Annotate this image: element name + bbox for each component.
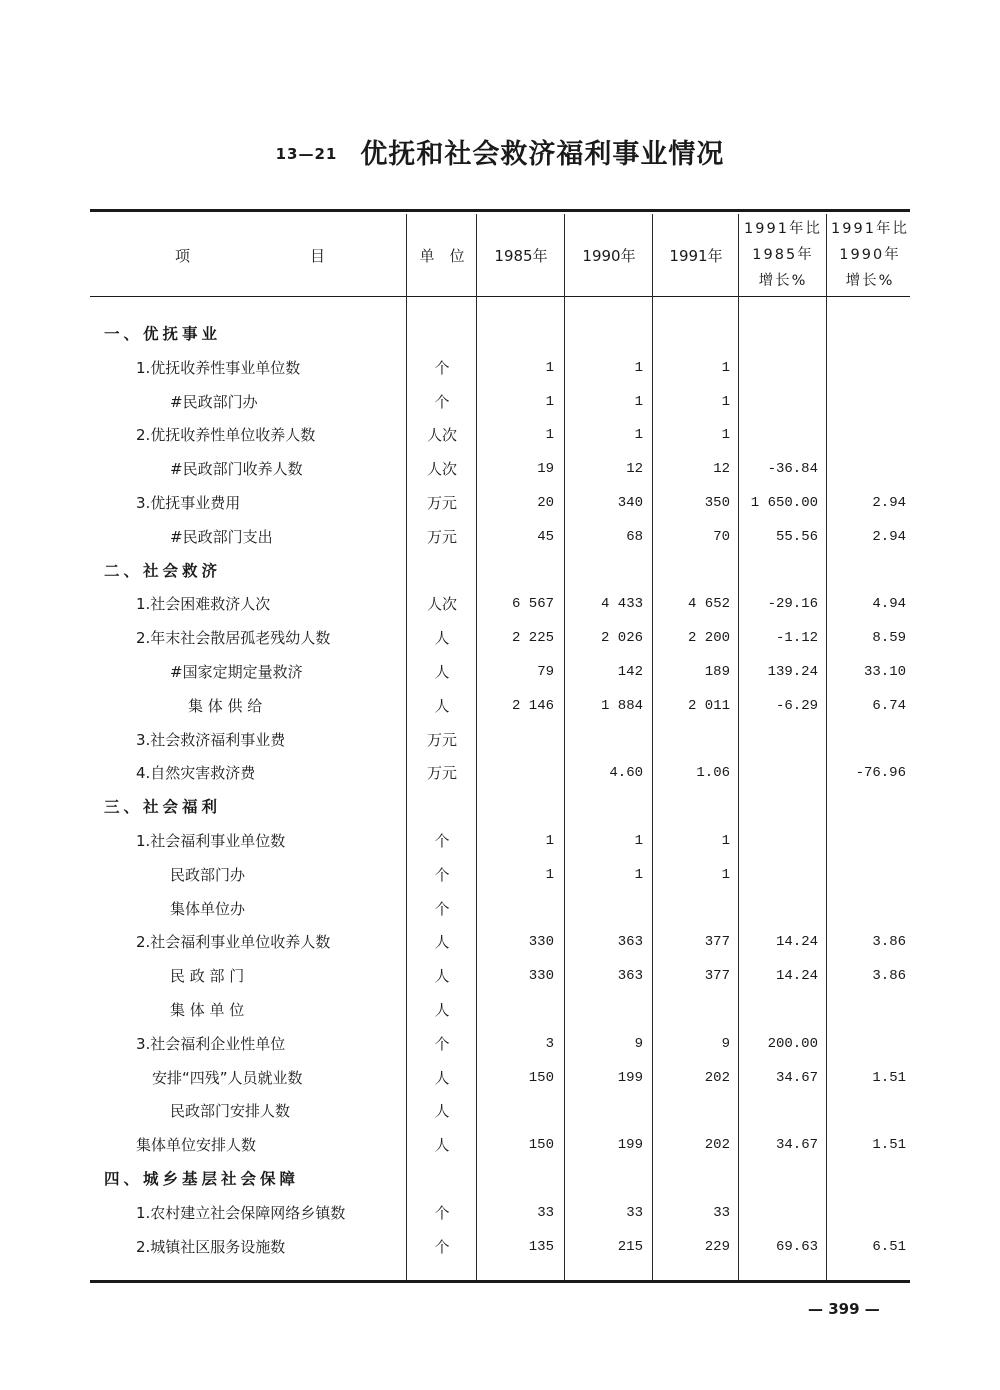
value-1990: [565, 994, 643, 1028]
table-row: [0, 1095, 1000, 1129]
value-1985: 19: [537, 461, 554, 478]
row-unit: 个: [434, 899, 450, 918]
table-row: [0, 1028, 1000, 1062]
value-1985: 20: [537, 494, 554, 511]
value-1991: [652, 791, 730, 825]
growth-vs-1985: 139.24: [767, 663, 818, 680]
row-label: #民政部门收养人数: [170, 460, 303, 479]
value-1985: 1: [545, 427, 554, 444]
value-1990: 1: [634, 427, 643, 444]
growth-vs-1990: 6.74: [872, 697, 906, 714]
growth-vs-1990: 6.51: [872, 1238, 906, 1255]
row-label: 集体单位安排人数: [136, 1136, 257, 1155]
value-1991: 189: [704, 663, 730, 680]
value-1991: 1: [721, 866, 730, 883]
value-1991: 202: [704, 1069, 730, 1086]
growth-vs-1985: [738, 352, 818, 386]
value-1985: 150: [528, 1069, 554, 1086]
table-row: [0, 656, 1000, 690]
table-row: [0, 352, 1000, 386]
value-1985: [476, 893, 554, 927]
growth-vs-1985: [738, 1197, 818, 1231]
row-label: 集体单位办: [170, 899, 246, 918]
value-1991: 1.06: [696, 765, 730, 782]
growth-vs-1985: 1 650.00: [750, 494, 818, 511]
value-1991: [652, 724, 730, 758]
table-row: [0, 690, 1000, 724]
value-1991: 1: [721, 427, 730, 444]
growth-vs-1990: [826, 724, 906, 758]
value-1991: 1: [721, 832, 730, 849]
value-1985: 45: [537, 528, 554, 545]
value-1991: 202: [704, 1137, 730, 1154]
growth-vs-1990: [826, 791, 906, 825]
table-row: [0, 994, 1000, 1028]
row-label: 2.城镇社区服务设施数: [136, 1237, 286, 1256]
table-body: [0, 318, 1000, 1264]
value-1990: 4.60: [609, 765, 643, 782]
growth-vs-1990: [826, 386, 906, 420]
header-growth-1990-line2: 1990年: [839, 247, 901, 263]
growth-vs-1990: 3.86: [872, 934, 906, 951]
table-row: [0, 622, 1000, 656]
row-unit: 万元: [426, 527, 457, 546]
row-unit: 万元: [426, 730, 457, 749]
row-unit: 人次: [426, 460, 457, 479]
row-label: 2.年末社会散居孤老残幼人数: [136, 629, 331, 648]
growth-vs-1985: 14.24: [775, 934, 818, 951]
section-label: 四、城乡基层社会保障: [104, 1169, 300, 1188]
top-rule: [90, 209, 910, 212]
growth-vs-1990: [826, 825, 906, 859]
row-unit: 人: [434, 629, 450, 648]
growth-vs-1985: -6.29: [775, 697, 818, 714]
growth-vs-1990: [826, 453, 906, 487]
section-label: 一、优抚事业: [104, 325, 222, 343]
row-unit: 个: [434, 831, 450, 850]
value-1985: 79: [537, 663, 554, 680]
growth-vs-1990: [826, 318, 906, 352]
value-1985: 2 146: [511, 697, 554, 714]
row-label: 1.社会福利事业单位数: [136, 831, 286, 850]
growth-vs-1985: [738, 893, 818, 927]
row-unit: 万元: [426, 493, 457, 512]
growth-vs-1990: -76.96: [855, 765, 906, 782]
value-1985: 1: [545, 832, 554, 849]
table-row: [0, 419, 1000, 453]
row-label: 安排“四残”人员就业数: [152, 1068, 303, 1087]
row-label: 4.自然灾害救济费: [136, 764, 256, 783]
growth-vs-1985: [738, 1163, 818, 1197]
header-growth-1990-line1: 1991年比: [831, 221, 909, 237]
table-row: [0, 859, 1000, 893]
row-unit: 人: [434, 696, 450, 715]
header-growth-1990: [828, 216, 912, 294]
growth-vs-1985: [738, 825, 818, 859]
section-row: [0, 791, 1000, 825]
value-1990: 4 433: [600, 596, 643, 613]
value-1990: [565, 555, 643, 589]
growth-vs-1990: 8.59: [872, 630, 906, 647]
row-unit: [408, 791, 476, 825]
value-1985: 3: [545, 1035, 554, 1052]
header-growth-1985: [740, 216, 826, 294]
value-1990: 1: [634, 832, 643, 849]
section-label: 二、社会救济: [104, 561, 222, 580]
value-1985: [476, 994, 554, 1028]
section-row: [0, 318, 1000, 352]
growth-vs-1985: 34.67: [775, 1137, 818, 1154]
header-growth-1985-line1: 1991年比: [744, 221, 822, 237]
value-1985: [476, 757, 554, 791]
value-1991: 1: [721, 359, 730, 376]
row-unit: 个: [434, 392, 450, 411]
value-1985: 1: [545, 866, 554, 883]
growth-vs-1985: [738, 1095, 818, 1129]
value-1985: 330: [528, 934, 554, 951]
value-1990: [565, 893, 643, 927]
growth-vs-1985: [738, 724, 818, 758]
value-1990: 199: [617, 1137, 643, 1154]
row-unit: 个: [434, 1203, 450, 1222]
value-1991: 33: [713, 1204, 730, 1221]
value-1991: 4 652: [687, 596, 730, 613]
row-unit: 人: [434, 933, 450, 952]
value-1990: [565, 791, 643, 825]
growth-vs-1990: 1.51: [872, 1069, 906, 1086]
value-1990: [565, 1095, 643, 1129]
value-1991: [652, 1095, 730, 1129]
value-1990: 363: [617, 968, 643, 985]
growth-vs-1990: 3.86: [872, 968, 906, 985]
growth-vs-1985: 200.00: [767, 1035, 818, 1052]
value-1991: 2 200: [687, 630, 730, 647]
row-unit: 人: [434, 662, 450, 681]
table-title: [0, 132, 1000, 171]
table-row: [0, 487, 1000, 521]
value-1991: [652, 555, 730, 589]
growth-vs-1990: [826, 893, 906, 927]
row-unit: 个: [434, 1034, 450, 1053]
table-row: [0, 825, 1000, 859]
growth-vs-1990: [826, 1197, 906, 1231]
value-1991: [652, 1163, 730, 1197]
growth-vs-1990: [826, 352, 906, 386]
section-label: 三、社会福利: [104, 798, 222, 817]
value-1990: 340: [617, 494, 643, 511]
growth-vs-1990: [826, 1095, 906, 1129]
header-growth-1985-line3: 增长%: [758, 273, 808, 289]
row-label: 2.优抚收养性单位收养人数: [136, 426, 316, 445]
value-1991: 350: [704, 494, 730, 511]
value-1985: 33: [537, 1204, 554, 1221]
header-rule: [90, 296, 910, 297]
value-1991: 70: [713, 528, 730, 545]
table-row: [0, 960, 1000, 994]
row-unit: 个: [434, 865, 450, 884]
growth-vs-1990: [826, 1028, 906, 1062]
row-unit: 人: [434, 967, 450, 986]
header-growth-1985-line2: 1985年: [752, 247, 814, 263]
growth-vs-1985: 55.56: [775, 528, 818, 545]
value-1985: 6 567: [511, 596, 554, 613]
value-1985: 1: [545, 393, 554, 410]
table-row: [0, 1062, 1000, 1096]
table-row: [0, 926, 1000, 960]
value-1990: 363: [617, 934, 643, 951]
growth-vs-1985: -29.16: [767, 596, 818, 613]
growth-vs-1990: 1.51: [872, 1137, 906, 1154]
row-unit: 万元: [426, 764, 457, 783]
header-1991: 1991年: [669, 246, 723, 265]
value-1985: 150: [528, 1137, 554, 1154]
value-1985: 2 225: [511, 630, 554, 647]
growth-vs-1985: 14.24: [775, 968, 818, 985]
value-1990: 199: [617, 1069, 643, 1086]
value-1985: [476, 724, 554, 758]
row-label: 3.优抚事业费用: [136, 493, 241, 512]
page-number: — 399 —: [808, 1300, 880, 1318]
value-1990: 68: [626, 528, 643, 545]
value-1985: [476, 791, 554, 825]
growth-vs-1985: 34.67: [775, 1069, 818, 1086]
row-unit: 个: [434, 1237, 450, 1256]
row-unit: 人: [434, 1068, 450, 1087]
row-unit: 人: [434, 1102, 450, 1121]
row-label: 集 体 供 给: [188, 696, 263, 715]
value-1985: [476, 318, 554, 352]
table-number: 13—21: [275, 145, 338, 163]
value-1985: 135: [528, 1238, 554, 1255]
value-1991: 2 011: [687, 697, 730, 714]
row-label: 1.社会困难救济人次: [136, 595, 271, 614]
growth-vs-1985: [738, 386, 818, 420]
growth-vs-1985: -1.12: [775, 630, 818, 647]
value-1985: 1: [545, 359, 554, 376]
row-unit: [408, 555, 476, 589]
table-row: [0, 386, 1000, 420]
row-label: 民 政 部 门: [170, 967, 245, 986]
row-label: #民政部门支出: [170, 527, 273, 546]
growth-vs-1990: [826, 859, 906, 893]
value-1985: [476, 1095, 554, 1129]
table-row: [0, 588, 1000, 622]
row-unit: 人次: [426, 426, 457, 445]
growth-vs-1990: 4.94: [872, 596, 906, 613]
header-1985: 1985年: [494, 246, 548, 265]
header-unit: 单 位: [419, 246, 465, 265]
row-unit: 人: [434, 1136, 450, 1155]
table-row: [0, 1129, 1000, 1163]
value-1991: 377: [704, 968, 730, 985]
value-1990: 9: [634, 1035, 643, 1052]
row-label: 民政部门安排人数: [170, 1102, 291, 1121]
row-label: 1.优抚收养性事业单位数: [136, 358, 301, 377]
growth-vs-1985: [738, 555, 818, 589]
value-1990: 1: [634, 393, 643, 410]
row-label: 民政部门办: [170, 865, 246, 884]
table-row: [0, 893, 1000, 927]
section-row: [0, 555, 1000, 589]
table-title-text: 优抚和社会救济福利事业情况: [360, 139, 725, 170]
value-1990: 142: [617, 663, 643, 680]
row-label: #民政部门办: [170, 392, 258, 411]
growth-vs-1990: 2.94: [872, 494, 906, 511]
value-1985: [476, 1163, 554, 1197]
growth-vs-1990: [826, 1163, 906, 1197]
value-1985: 330: [528, 968, 554, 985]
growth-vs-1990: 2.94: [872, 528, 906, 545]
growth-vs-1990: 33.10: [863, 663, 906, 680]
header-item: 项 目: [174, 246, 325, 265]
growth-vs-1985: [738, 318, 818, 352]
value-1991: 1: [721, 393, 730, 410]
value-1991: [652, 318, 730, 352]
value-1990: 1: [634, 359, 643, 376]
growth-vs-1990: [826, 994, 906, 1028]
row-unit: [408, 318, 476, 352]
table-row: [0, 724, 1000, 758]
value-1991: [652, 893, 730, 927]
value-1990: 1: [634, 866, 643, 883]
growth-vs-1990: [826, 555, 906, 589]
growth-vs-1985: [738, 757, 818, 791]
row-unit: [408, 1163, 476, 1197]
value-1990: 1 884: [600, 697, 643, 714]
bottom-rule: [90, 1280, 910, 1283]
growth-vs-1985: -36.84: [767, 461, 818, 478]
table-row: [0, 453, 1000, 487]
row-label: #国家定期定量救济: [170, 662, 303, 681]
growth-vs-1985: [738, 994, 818, 1028]
value-1990: [565, 1163, 643, 1197]
row-label: 3.社会福利企业性单位: [136, 1034, 286, 1053]
value-1990: [565, 318, 643, 352]
row-unit: 人: [434, 1000, 450, 1019]
row-label: 集 体 单 位: [170, 1000, 245, 1019]
value-1991: 229: [704, 1238, 730, 1255]
value-1990: 215: [617, 1238, 643, 1255]
growth-vs-1985: [738, 791, 818, 825]
value-1991: 377: [704, 934, 730, 951]
row-unit: 人次: [426, 595, 457, 614]
value-1990: 33: [626, 1204, 643, 1221]
growth-vs-1985: [738, 419, 818, 453]
growth-vs-1985: [738, 859, 818, 893]
table-row: [0, 1231, 1000, 1265]
header-growth-1990-line3: 增长%: [845, 273, 895, 289]
growth-vs-1985: 69.63: [775, 1238, 818, 1255]
value-1990: 2 026: [600, 630, 643, 647]
row-label: 1.农村建立社会保障网络乡镇数: [136, 1203, 346, 1222]
growth-vs-1990: [826, 419, 906, 453]
value-1990: 12: [626, 461, 643, 478]
table-row: [0, 1197, 1000, 1231]
row-label: 2.社会福利事业单位收养人数: [136, 933, 331, 952]
value-1990: [565, 724, 643, 758]
value-1985: [476, 555, 554, 589]
value-1991: [652, 994, 730, 1028]
table-row: [0, 757, 1000, 791]
table-row: [0, 521, 1000, 555]
value-1991: 12: [713, 461, 730, 478]
row-label: 3.社会救济福利事业费: [136, 730, 286, 749]
row-unit: 个: [434, 358, 450, 377]
value-1991: 9: [721, 1035, 730, 1052]
section-row: [0, 1163, 1000, 1197]
header-1990: 1990年: [582, 246, 636, 265]
